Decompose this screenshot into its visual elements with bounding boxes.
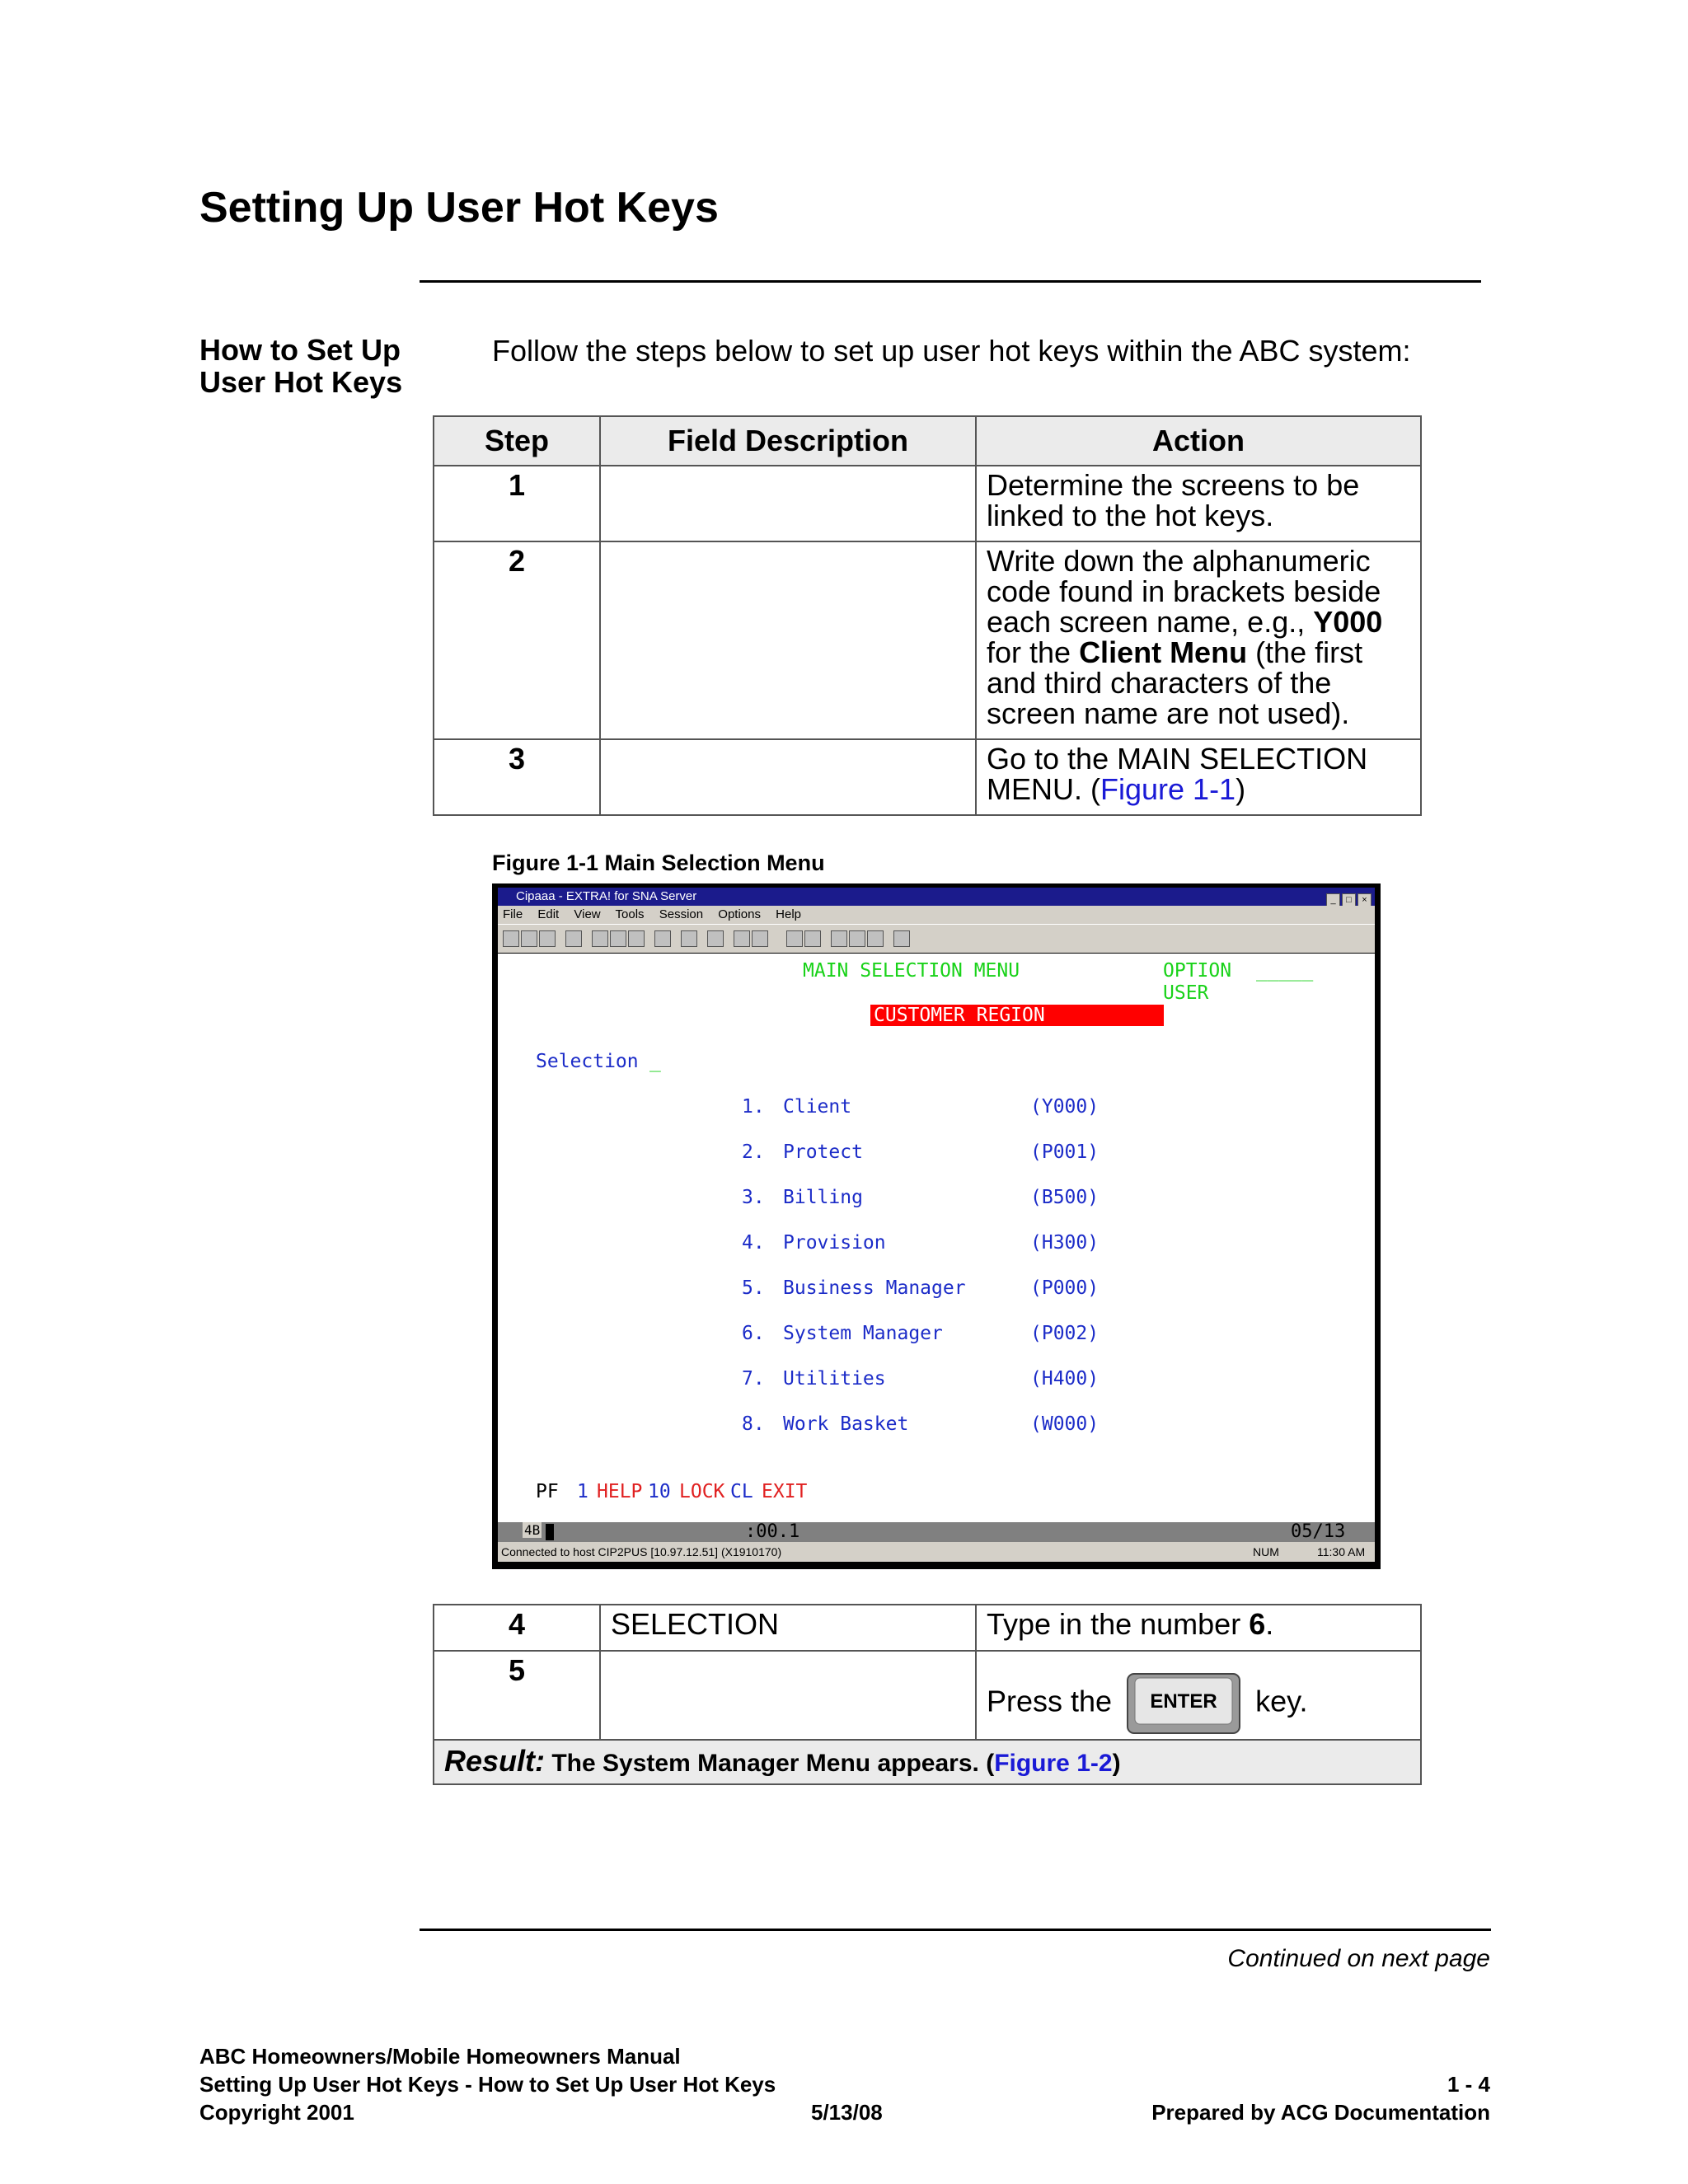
enter-key-label: ENTER bbox=[1150, 1690, 1217, 1713]
region-label: CUSTOMER REGION bbox=[874, 1005, 1045, 1026]
toolbar bbox=[498, 924, 1375, 953]
action-text-part: key. bbox=[1255, 1684, 1308, 1718]
intro-text: Follow the steps below to set up user hot keys within the ABC system: bbox=[492, 334, 1411, 368]
status-left: 4B bbox=[524, 1522, 541, 1538]
terminal-screen bbox=[498, 954, 1375, 1522]
table-row bbox=[434, 739, 1421, 815]
footer-page-number: 1 - 4 bbox=[1447, 2072, 1490, 2097]
menu-item-number: 4. bbox=[742, 1232, 765, 1254]
footer-prepared-by: Prepared by ACG Documentation bbox=[1151, 2100, 1490, 2125]
result-text: The System Manager Menu appears. ( bbox=[551, 1750, 995, 1777]
edit-icon[interactable] bbox=[681, 930, 697, 947]
pf-help[interactable]: HELP bbox=[597, 1481, 643, 1502]
menu-item-name[interactable]: Business Manager bbox=[783, 1277, 966, 1299]
action-text bbox=[976, 1605, 1421, 1651]
open-icon[interactable] bbox=[521, 930, 537, 947]
maximize-icon[interactable]: □ bbox=[1342, 893, 1356, 907]
result-cell bbox=[434, 1740, 1421, 1784]
menu-item-number: 1. bbox=[742, 1096, 765, 1118]
connection-bar bbox=[498, 1542, 1375, 1562]
side-heading bbox=[199, 334, 402, 398]
pf-key-1: 1 bbox=[577, 1481, 588, 1502]
action-text-part: Go to the MAIN SELECTION MENU. ( bbox=[987, 742, 1368, 806]
step-number: 4 bbox=[434, 1605, 600, 1651]
menu-file[interactable]: File bbox=[503, 907, 523, 921]
pf-key-10: 10 bbox=[648, 1481, 671, 1502]
menu-item-name[interactable]: Provision bbox=[783, 1232, 886, 1254]
table-row bbox=[434, 1605, 1421, 1651]
connect-icon[interactable] bbox=[786, 930, 803, 947]
menu-item-code: (P000) bbox=[1030, 1277, 1100, 1299]
header-step: Step bbox=[434, 416, 600, 466]
help-icon[interactable] bbox=[893, 930, 910, 947]
tool-icon[interactable] bbox=[707, 930, 724, 947]
step-number: 3 bbox=[434, 739, 600, 815]
code-example: Y000 bbox=[1313, 605, 1383, 639]
field-description bbox=[600, 1651, 976, 1740]
header-action: Action bbox=[976, 416, 1421, 466]
footer-section: Setting Up User Hot Keys - How to Set Up User Hot Keys bbox=[199, 2072, 776, 2097]
continued-note: Continued on next page bbox=[1227, 1945, 1490, 1972]
screen-title: MAIN SELECTION MENU bbox=[803, 960, 1020, 982]
selection-label: Selection bbox=[536, 1051, 639, 1072]
find-icon[interactable] bbox=[654, 930, 671, 947]
menu-name: Client Menu bbox=[1079, 635, 1248, 669]
action-text-part: . bbox=[1265, 1607, 1274, 1641]
side-heading-line1: How to Set Up bbox=[199, 333, 401, 367]
clock: 11:30 AM bbox=[1317, 1545, 1366, 1558]
status-cursor bbox=[546, 1524, 554, 1540]
menu-item-number: 6. bbox=[742, 1323, 765, 1344]
action-text-part: Write down the alphanumeric code found in brackets beside each screen name, e.g., bbox=[987, 544, 1381, 639]
menu-item-name[interactable]: System Manager bbox=[783, 1323, 943, 1344]
footer-date: 5/13/08 bbox=[811, 2100, 883, 2125]
step-number: 1 bbox=[434, 466, 600, 541]
enter-key-icon bbox=[1127, 1673, 1240, 1734]
paste-icon[interactable] bbox=[628, 930, 645, 947]
status-timer: :00.1 bbox=[745, 1521, 800, 1542]
action-text-part: Type in the number bbox=[987, 1607, 1250, 1641]
menu-item-code: (H300) bbox=[1030, 1232, 1100, 1254]
window-title: Cipaaa - EXTRA! for SNA Server bbox=[516, 889, 697, 903]
menu-item-name[interactable]: Utilities bbox=[783, 1368, 886, 1390]
close-icon[interactable]: × bbox=[1357, 893, 1372, 907]
figure-caption: Figure 1-1 Main Selection Menu bbox=[492, 851, 825, 875]
field-description: SELECTION bbox=[600, 1605, 976, 1651]
action-text-part: Press the bbox=[987, 1684, 1113, 1718]
menu-tools[interactable]: Tools bbox=[615, 907, 645, 921]
pf-lock[interactable]: LOCK bbox=[679, 1481, 725, 1502]
status-position: 05/13 bbox=[1291, 1521, 1346, 1542]
save-icon[interactable] bbox=[539, 930, 556, 947]
figure-link[interactable]: Figure 1-2 bbox=[994, 1750, 1113, 1777]
menu-item-code: (Y000) bbox=[1030, 1096, 1100, 1118]
table-header-row bbox=[434, 416, 1421, 466]
pf-exit[interactable]: EXIT bbox=[762, 1481, 808, 1502]
cut-icon[interactable] bbox=[592, 930, 608, 947]
print-icon[interactable] bbox=[565, 930, 582, 947]
action-text bbox=[976, 1651, 1421, 1740]
terminal-window bbox=[492, 883, 1381, 1569]
bottom-rule bbox=[420, 1929, 1491, 1931]
option-label: OPTION bbox=[1163, 960, 1232, 982]
figure-link[interactable]: Figure 1-1 bbox=[1100, 772, 1236, 806]
pf-label: PF bbox=[536, 1481, 559, 1502]
title-rule bbox=[420, 280, 1481, 283]
menu-item-number: 8. bbox=[742, 1413, 765, 1435]
menu-item-name[interactable]: Protect bbox=[783, 1141, 863, 1163]
window-titlebar bbox=[498, 888, 1375, 906]
menu-session[interactable]: Session bbox=[659, 907, 704, 921]
menu-help[interactable]: Help bbox=[776, 907, 802, 921]
minimize-icon[interactable]: _ bbox=[1326, 893, 1340, 907]
footer-manual-title: ABC Homeowners/Mobile Homeowners Manual bbox=[199, 2044, 681, 2069]
settings-icon[interactable] bbox=[849, 930, 865, 947]
action-text-part: (the first and third characters of the screen name are not used). bbox=[987, 635, 1363, 730]
check-icon[interactable] bbox=[867, 930, 884, 947]
page-title: Setting Up User Hot Keys bbox=[199, 184, 719, 232]
steps-table bbox=[433, 415, 1422, 816]
connection-text: Connected to host CIP2PUS [10.97.12.51] (X1910170) bbox=[501, 1545, 782, 1558]
table-row bbox=[434, 1651, 1421, 1740]
macro-icon[interactable] bbox=[734, 930, 750, 947]
menu-item-code: (P002) bbox=[1030, 1323, 1100, 1344]
field-description bbox=[600, 739, 976, 815]
result-row bbox=[434, 1740, 1421, 1784]
menu-options[interactable]: Options bbox=[718, 907, 761, 921]
menu-item-code: (B500) bbox=[1030, 1187, 1100, 1208]
action-text-part: for the bbox=[987, 635, 1080, 669]
customer-region-bar bbox=[870, 1005, 1164, 1026]
menu-item-name[interactable]: Client bbox=[783, 1096, 852, 1118]
num-lock-indicator: NUM bbox=[1253, 1545, 1279, 1558]
action-text: Determine the screens to be linked to the hot keys. bbox=[976, 466, 1421, 541]
menu-item-code: (W000) bbox=[1030, 1413, 1100, 1435]
table-row bbox=[434, 466, 1421, 541]
selection-cursor[interactable]: _ bbox=[649, 1051, 661, 1072]
option-input[interactable]: _____ bbox=[1256, 960, 1314, 982]
transfer-icon[interactable] bbox=[752, 930, 768, 947]
steps-table-continued bbox=[433, 1604, 1422, 1785]
step-number: 2 bbox=[434, 541, 600, 739]
new-icon[interactable] bbox=[503, 930, 519, 947]
terminal-status-bar bbox=[498, 1522, 1375, 1542]
field-description bbox=[600, 466, 976, 541]
disconnect-icon[interactable] bbox=[804, 930, 821, 947]
copy-icon[interactable] bbox=[610, 930, 626, 947]
number-value: 6 bbox=[1249, 1607, 1266, 1641]
menu-edit[interactable]: Edit bbox=[537, 907, 560, 921]
menu-item-number: 2. bbox=[742, 1141, 765, 1163]
menu-item-code: (H400) bbox=[1030, 1368, 1100, 1390]
table-row bbox=[434, 541, 1421, 739]
action-text bbox=[976, 541, 1421, 739]
action-text-part: ) bbox=[1236, 772, 1246, 806]
menu-bar bbox=[498, 906, 1375, 924]
chart-icon[interactable] bbox=[831, 930, 847, 947]
side-heading-line2: User Hot Keys bbox=[199, 365, 403, 399]
menu-item-number: 5. bbox=[742, 1277, 765, 1299]
result-close: ) bbox=[1112, 1750, 1121, 1777]
user-label: USER bbox=[1163, 982, 1209, 1004]
menu-item-number: 7. bbox=[742, 1368, 765, 1390]
menu-item-code: (P001) bbox=[1030, 1141, 1100, 1163]
header-field: Field Description bbox=[600, 416, 976, 466]
step-number: 5 bbox=[434, 1651, 600, 1740]
menu-item-name[interactable]: Work Basket bbox=[783, 1413, 909, 1435]
result-label: Result: bbox=[444, 1744, 546, 1778]
menu-item-number: 3. bbox=[742, 1187, 765, 1208]
menu-view[interactable]: View bbox=[574, 907, 601, 921]
field-description bbox=[600, 541, 976, 739]
pf-key-cl: CL bbox=[730, 1481, 753, 1502]
action-text bbox=[976, 739, 1421, 815]
menu-item-name[interactable]: Billing bbox=[783, 1187, 863, 1208]
footer-copyright: Copyright 2001 bbox=[199, 2100, 354, 2125]
